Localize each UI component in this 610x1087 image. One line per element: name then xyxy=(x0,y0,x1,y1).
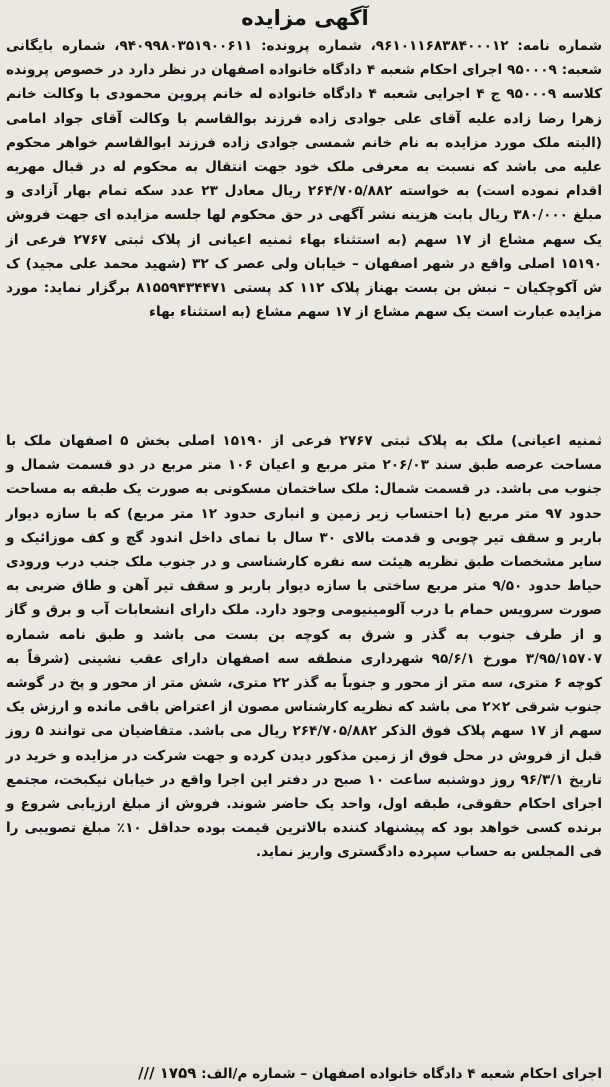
notice-title: آگهی مزایده xyxy=(241,6,369,30)
notice-signature-line xyxy=(0,1061,610,1087)
reference-number: ۱۷۵۹ /// xyxy=(138,1064,197,1082)
notice-upper-paragraph: شماره نامه: ۹۶۱۰۱۱۶۸۳۸۴۰۰۰۱۲، شماره پرونده: ۹۴۰۹۹۸۰۳۵۱۹۰۰۶۱۱، شماره بایگانی شعبه: ۹۵۰۰۰۹ اجرای احکام شعبه ۴ دادگاه خانواده اصفهان در نظر دارد در خصوص پرونده کلاسه ۹۵۰۰۰۹ ج ۴ اجرایی شعبه ۴ دادگاه خانواده له خانم پروین محمودی با وکالت خانم زهرا رضا زاده علیه آقای علی جوادی زاده فرزند بوالقاسم با وکالت آقای جواد امامی (البته ملک مورد مزایده به نام خانم شمسی جوادی زاده فرزند ابوالقاسم خواهر محکوم علیه می باشد که نسبت به معرفی ملک خود جهت انتقال به محکوم له در قبال مهریه اقدام نموده است) به خواسته ۲۶۴/۷۰۵/۸۸۲ ریال معادل ۲۳ عدد سکه تمام بهار آزادی و مبلغ ۳۸۰/۰۰۰ ریال بابت هزینه نشر آگهی در حق محکوم لها جلسه مزایده ای جهت فروش یک سهم مشاع از ۱۷ سهم (به استثناء بهاء ثمنیه اعیانی از پلاک ثبتی ۲۷۶۷ فرعی از ۱۵۱۹۰ اصلی واقع در شهر اصفهان – خیابان ولی عصر ک ۳۲ (شهید محمد علی مجید) ک ش آکوچکیان – نبش بن بست بهناز پلاک ۱۱۲ کد پستی ۸۱۵۵۹۴۳۴۴۷۱ برگزار نماید: مورد مزایده عبارت است یک سهم مشاع از ۱۷ سهم مشاع (به استثناء بهاء xyxy=(6,38,603,321)
notice-lower-paragraph: ثمنیه اعیانی) ملک به پلاک ثبتی ۲۷۶۷ فرعی از ۱۵۱۹۰ اصلی بخش ۵ اصفهان ملک با مساحت عرصه طبق سند ۲۰۶/۰۳ متر مربع و اعیان ۱۰۶ متر مربع در دو قسمت شمال و جنوب می باشد. در قسمت شمال: ملک ساختمان مسکونی به صورت یک طبقه به مساحت حدود ۹۷ متر مربع (با احتساب زیر زمین و انباری حدود ۱۲ متر مربع) که با سازه دیوار باربر و سقف تیر چوبی و قدمت بالای ۳۰ سال با نمای داخل اندود گچ و کف موزائیک و سایر مشخصات طبق نظریه هیئت سه نفره کارشناسی و در جنوب ملک جنب درب ورودی حیاط حدود ۹/۵۰ متر مربع ساختی با سازه دیوار باربر و سقف تیر آهن و طاق ضربی به صورت سرویس حمام با درب آلومینیومی وجود دارد. ملک دارای انشعابات آب و برق و گاز و از طرف جنوب به گذر و شرق به کوچه بن بست می باشد و طبق نامه شماره ۳/۹۵/۱۵۷۰۷ مورخ ۹۵/۶/۱ شهرداری منطقه سه اصفهان دارای عقب نشینی (شرقاً به کوچه ۶ متری، سه متر از محور و جنوباً به گذر ۲۲ متری، شش متر از محور و پخ در گوشه جنوب شرقی ۲×۲ می باشد که نظریه کارشناس مصون از اعتراض باقی مانده و ارزش یک سهم از ۱۷ سهم پلاک فوق الذکر ۲۶۴/۷۰۵/۸۸۲ ریال می باشد. متقاضیان می توانند ۵ روز قبل از فروش در محل فوق از زمین مذکور دیدن کرده و جهت شرکت در مزایده و خرید در تاریخ ۹۶/۳/۱ روز دوشنبه ساعت ۱۰ صبح در دفتر این اجرا واقع در خیابان نیکبخت، مجتمع اجرای احکام حقوقی، طبقه اول، واحد یک حاضر شوند. فروش از مبلغ ارزیابی شروع و برنده کسی خواهد بود که پیشنهاد کننده بالاترین قیمت بوده حداقل ۱۰٪ مبلغ تصویبی را فی المجلس به حساب سپرده دادگستری واریز نماید. xyxy=(6,433,603,861)
issuer-text: اجرای احکام شعبه ۴ دادگاه خانواده اصفهان – شماره م/الف: xyxy=(201,1066,602,1082)
